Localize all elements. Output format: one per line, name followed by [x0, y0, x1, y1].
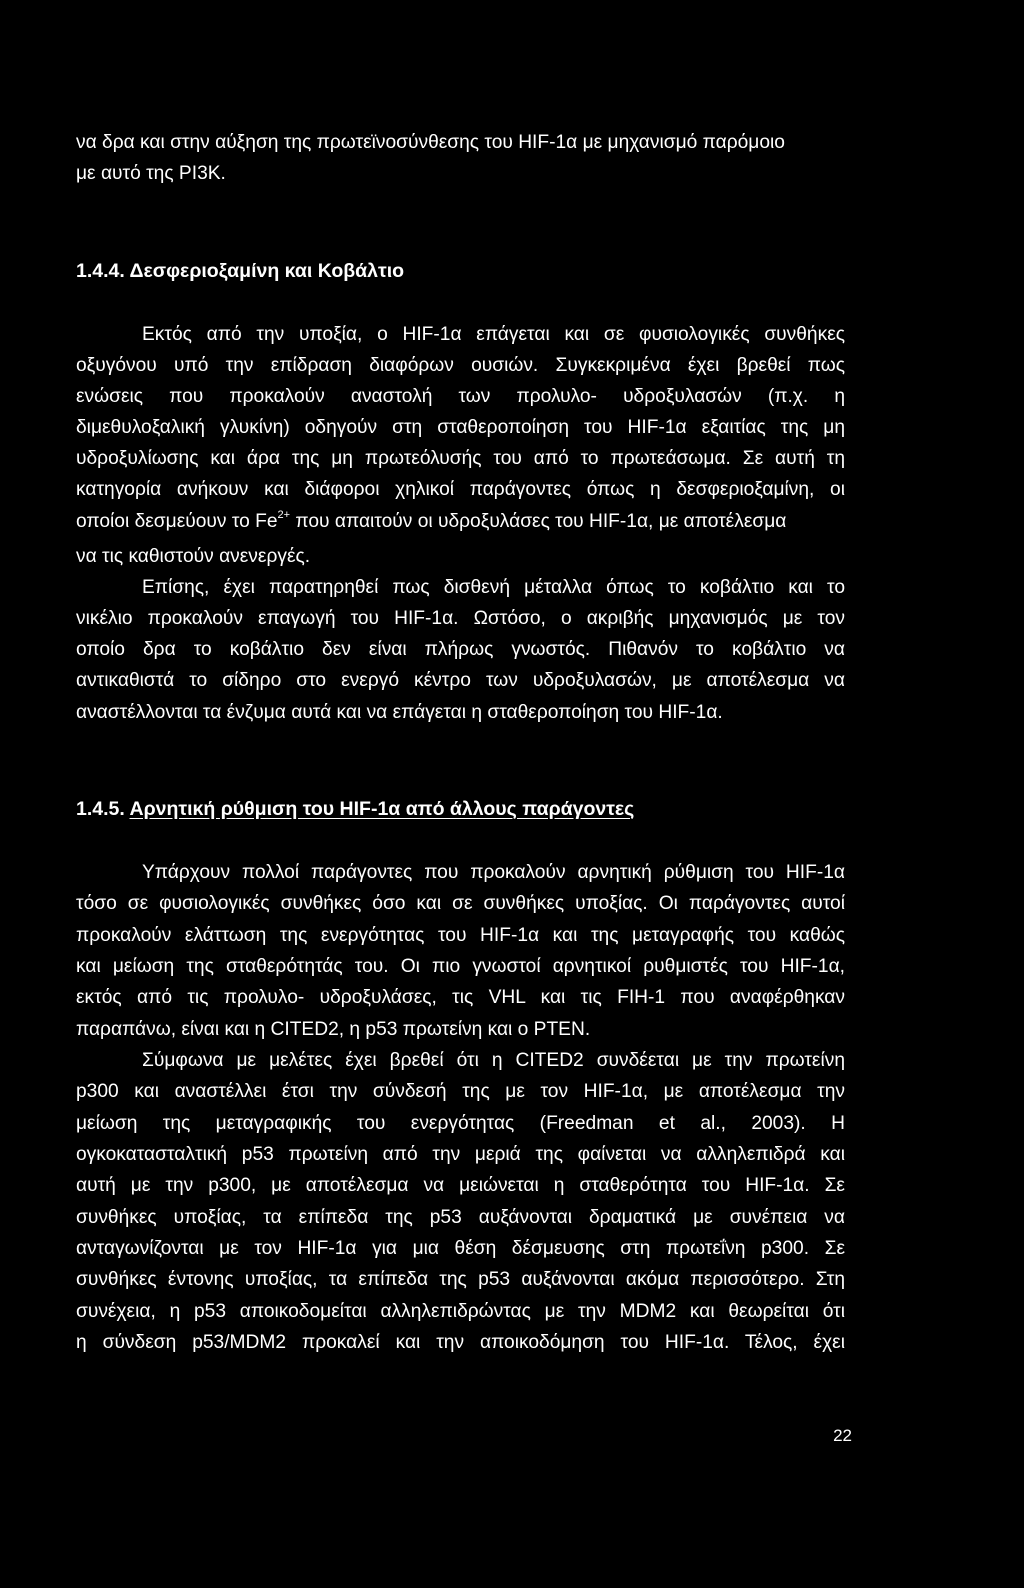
text-line: παραπάνω, είναι και η CITED2, η p53 πρωτείνη και ο PTEN.	[76, 1019, 591, 1040]
text-line: προκαλούν ελάττωση της ενεργότητας του HIF-1α και της μεταγραφής του καθώς	[76, 925, 845, 946]
text-line: η σύνδεση p53/MDM2 προκαλεί και την αποικοδόμηση του HIF-1α. Τέλος, έχει	[76, 1332, 845, 1353]
fe-text-before: οποίοι δεσμεύουν το Fe	[76, 511, 278, 532]
fe-superscript: 2+	[277, 509, 291, 521]
page-number: 22	[833, 1426, 852, 1445]
section-title: Δεσφεριοξαμίνη και Κοβάλτιο	[129, 260, 405, 282]
text-line: οποίο δρα το κοβάλτιο δεν είναι πλήρως γνωστός. Πιθανόν το κοβάλτιο να	[76, 639, 845, 660]
text-line: να δρα και στην αύξηση της πρωτεϊνοσύνθεσης του HIF-1α με μηχανισμό παρόμοιο	[76, 132, 785, 153]
text-line: Επίσης, έχει παρατηρηθεί πως δισθενή μέταλλα όπως το κοβάλτιο και το	[142, 577, 845, 598]
section-heading-1-4-4	[76, 262, 404, 282]
section-number: 1.4.5.	[76, 798, 125, 820]
text-line: τόσο σε φυσιολογικές συνθήκες όσο και σε συνθήκες υποξίας. Οι παράγοντες αυτοί	[76, 893, 845, 914]
section-heading-1-4-5	[76, 800, 634, 820]
fe-text-after: που απαιτούν οι υδροξυλάσες του HIF-1α, με αποτέλεσμα	[290, 511, 787, 532]
text-line: μείωση της μεταγραφικής του ενεργότητας (Freedman et al., 2003). Η	[76, 1113, 845, 1134]
text-line: αυτή με την p300, με αποτέλεσμα να μειώνεται η σταθερότητα του HIF-1α. Σε	[76, 1175, 845, 1196]
text-line: διμεθυλοξαλική γλυκίνη) οδηγούν στη σταθεροποίηση του HIF-1α εξαιτίας της μη	[76, 417, 845, 438]
text-line: p300 και αναστέλλει έτσι την σύνδεσή της με τον HIF-1α, με αποτέλεσμα την	[76, 1081, 845, 1102]
text-line: νικέλιο προκαλούν επαγωγή του HIF-1α. Ωστόσο, ο ακριβής μηχανισμός με τον	[76, 608, 845, 629]
text-line: κατηγορία ανήκουν και διάφοροι χηλικοί παράγοντες όπως η δεσφεριοξαμίνη, οι	[76, 479, 845, 500]
text-line: εκτός από τις προλυλο- υδροξυλάσες, τις VHL και τις FIH-1 που αναφέρθηκαν	[76, 987, 845, 1008]
text-line: ογκοκατασταλτική p53 πρωτείνη από την μεριά της φαίνεται να αλληλεπιδρά και	[76, 1144, 845, 1165]
text-line: Σύμφωνα με μελέτες έχει βρεθεί ότι η CITED2 συνδέεται με την πρωτείνη	[142, 1050, 845, 1071]
text-line: συνθήκες έντονης υποξίας, τα επίπεδα της p53 αυξάνονται ακόμα περισσότερο. Στη	[76, 1269, 845, 1290]
section-title: Αρνητική ρύθμιση του HIF-1α από άλλους παράγοντες	[129, 798, 635, 820]
text-line: ενώσεις που προκαλούν αναστολή των προλυλο- υδροξυλασών (π.χ. η	[76, 386, 845, 407]
section-number: 1.4.4.	[76, 260, 125, 282]
text-line: αναστέλλονται τα ένζυμα αυτά και να επάγεται η σταθεροποίηση του HIF-1α.	[76, 702, 723, 723]
text-line: Εκτός από την υποξία, ο HIF-1α επάγεται και σε φυσιολογικές συνθήκες	[142, 324, 845, 345]
text-line: οξυγόνου υπό την επίδραση διαφόρων ουσιών. Συγκεκριμένα έχει βρεθεί πως	[76, 355, 845, 376]
text-line: υδροξυλίωσης και άρα της μη πρωτεόλυσής του από το πρωτεάσωμα. Σε αυτή τη	[76, 448, 845, 469]
text-line-fe	[76, 509, 787, 532]
text-line: συνθήκες υποξίας, τα επίπεδα της p53 αυξάνονται δραματικά με συνέπεια να	[76, 1207, 845, 1228]
text-line: συνέχεια, η p53 αποικοδομείται αλληλεπιδρώντας με την MDM2 και θεωρείται ότι	[76, 1301, 845, 1322]
text-line: ανταγωνίζονται με τον HIF-1α για μια θέση δέσμευσης στη πρωτεΐνη p300. Σε	[76, 1238, 845, 1259]
text-line: Υπάρχουν πολλοί παράγοντες που προκαλούν αρνητική ρύθμιση του HIF-1α	[142, 862, 845, 883]
text-line: αντικαθιστά το σίδηρο στο ενεργό κέντρο των υδροξυλασών, με αποτέλεσμα να	[76, 670, 845, 691]
text-line: και μείωση της σταθερότητάς του. Οι πιο γνωστοί αρνητικοί ρυθμιστές του HIF-1α,	[76, 956, 845, 977]
text-line: με αυτό της PI3K.	[76, 163, 226, 184]
text-line: να τις καθιστούν ανενεργές.	[76, 546, 311, 567]
